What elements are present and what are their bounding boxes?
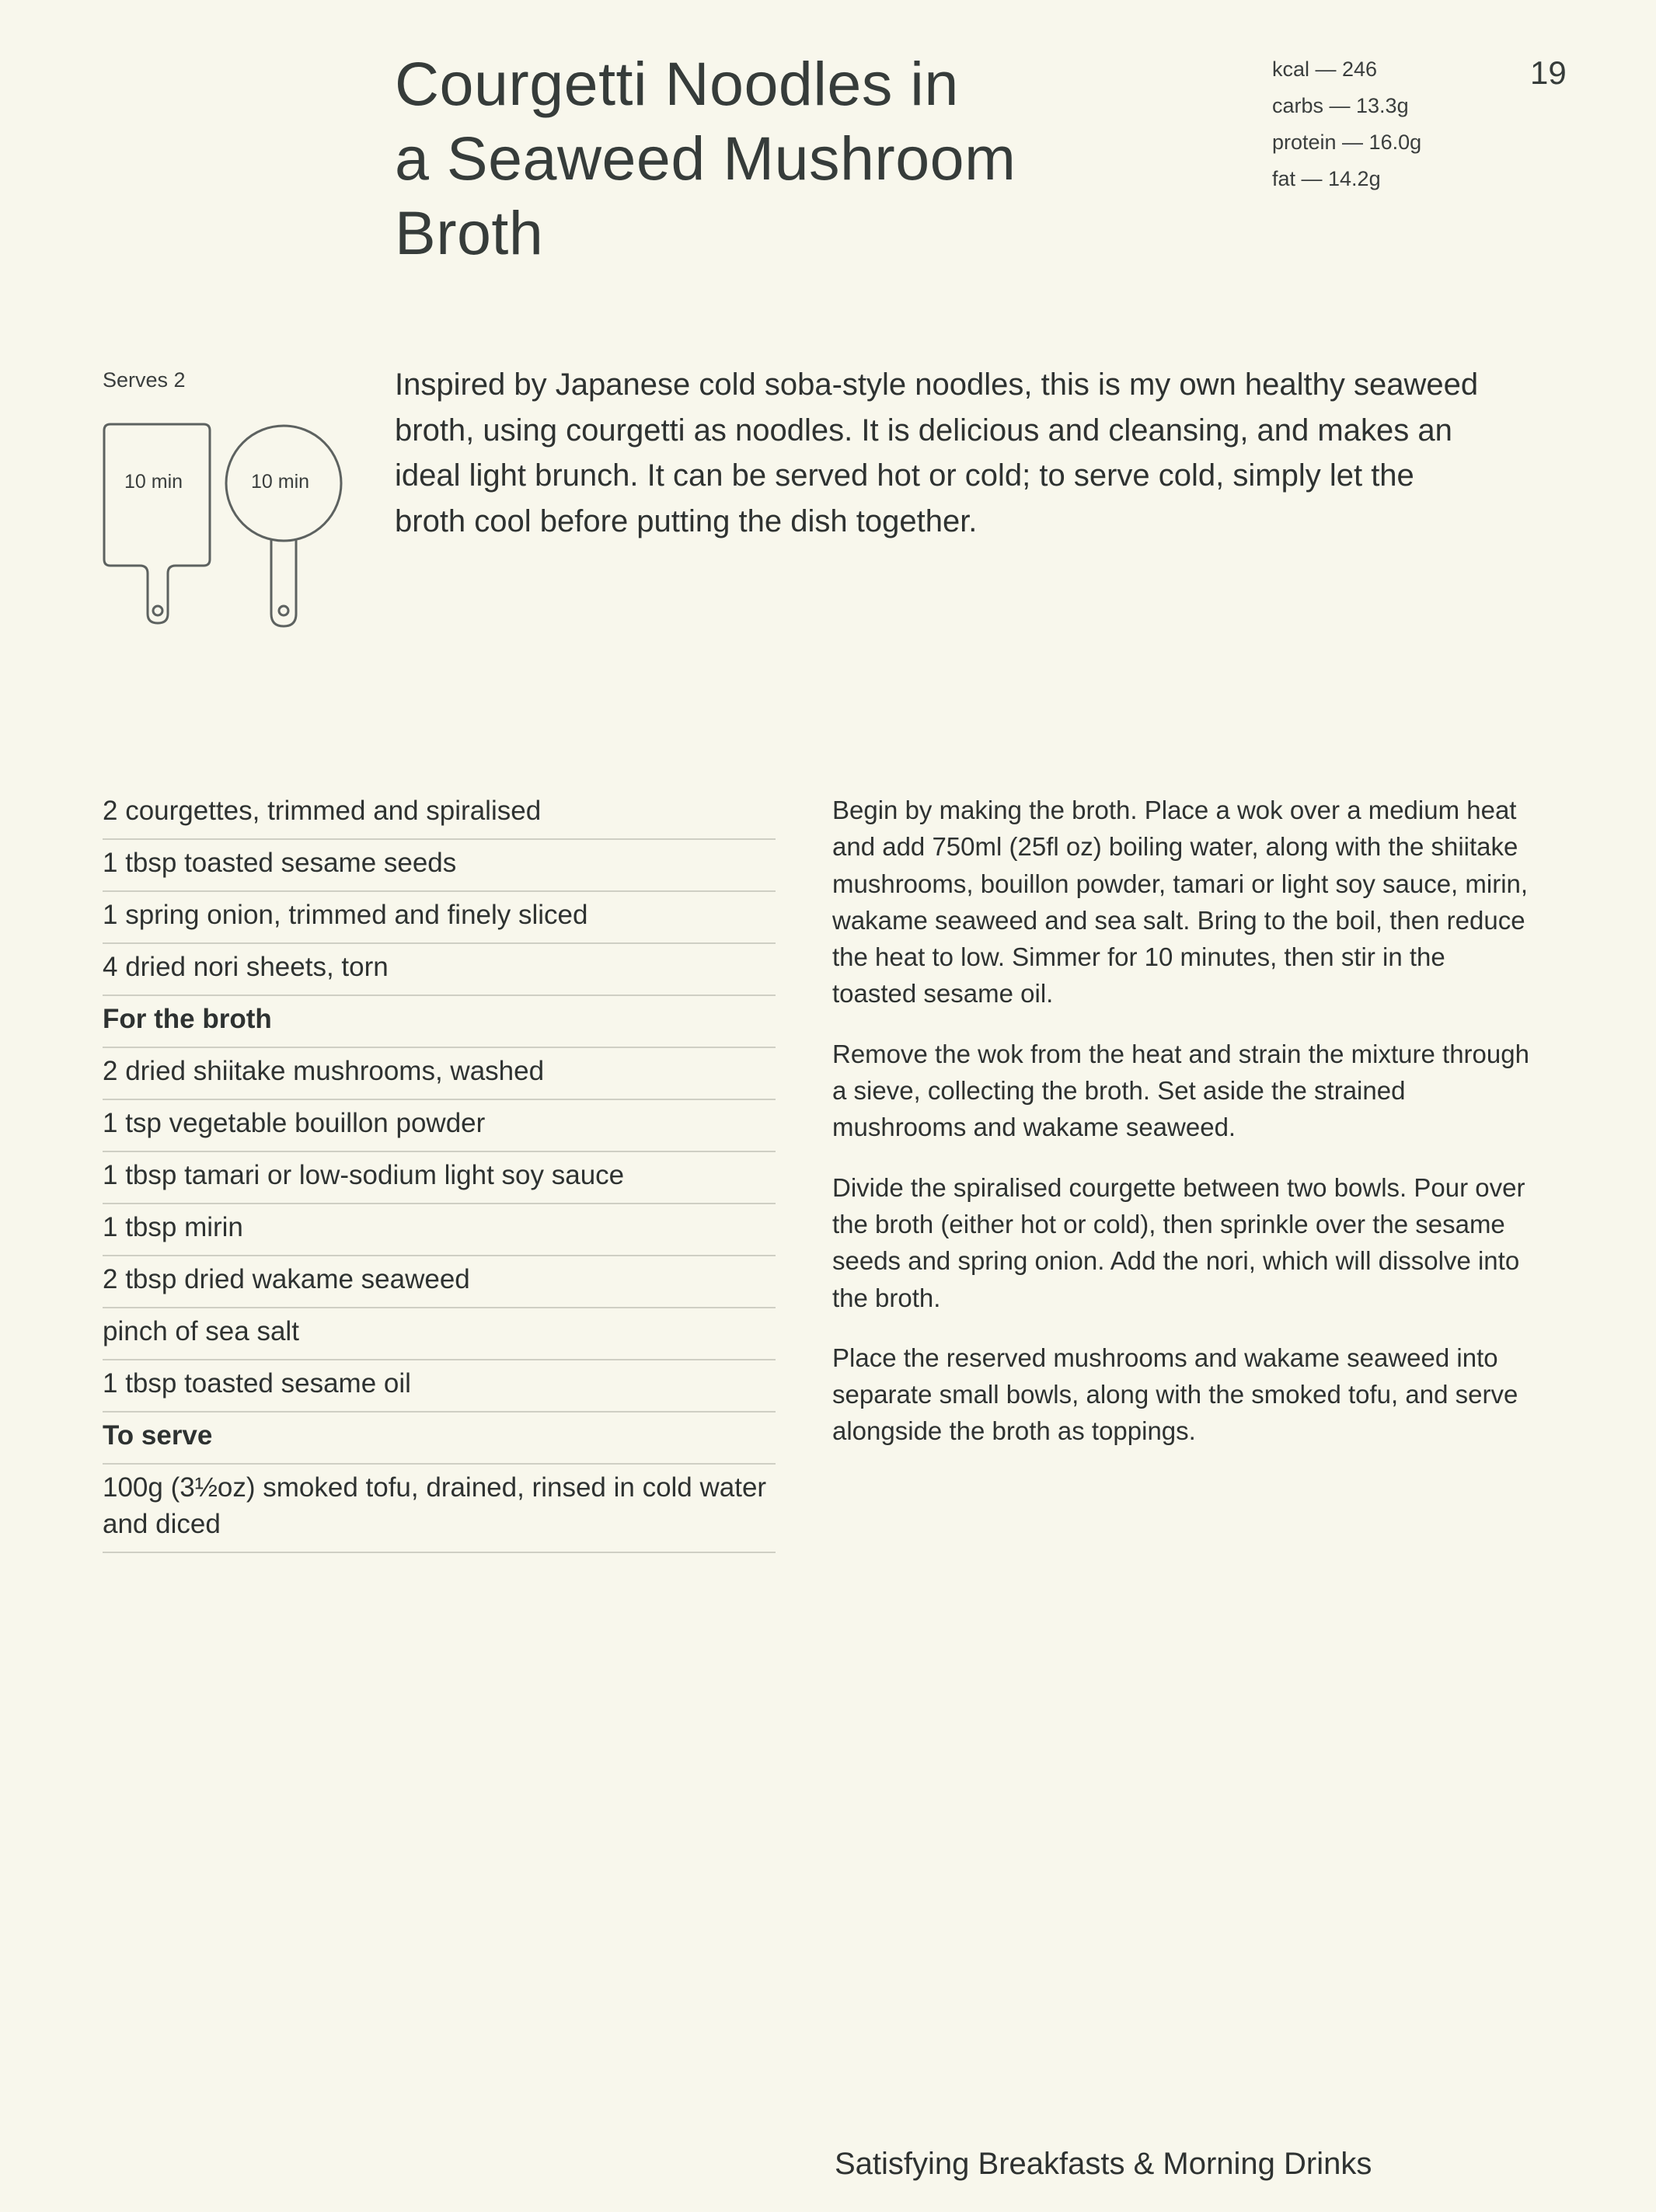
ingredient-item: 1 tbsp toasted sesame oil (103, 1360, 776, 1413)
ingredient-item: 1 spring onion, trimmed and finely sliced (103, 892, 776, 944)
ingredient-item: 2 courgettes, trimmed and spiralised (103, 788, 776, 840)
nutrition-protein: protein — 16.0g (1272, 131, 1422, 154)
ingredient-item: 1 tbsp mirin (103, 1204, 776, 1256)
method-step: Place the reserved mushrooms and wakame seaweed into separate small bowls, along with the smoked tofu, and serve alongside the broth as toppings. (832, 1343, 1518, 1446)
ingredient-item: 2 tbsp dried wakame seaweed (103, 1256, 776, 1308)
recipe-title (395, 47, 1172, 270)
ingredients-list (103, 788, 776, 1553)
recipe-title-line-2: a Seaweed Mushroom Broth (395, 124, 1016, 267)
ingredient-item: 1 tbsp toasted sesame seeds (103, 840, 776, 892)
chapter-footer: Satisfying Breakfasts & Morning Drinks (835, 2147, 1372, 2181)
recipe-title-line-1: Courgetti Noodles in (395, 49, 959, 118)
nutrition-carbs: carbs — 13.3g (1272, 94, 1409, 117)
frying-pan-icon (221, 420, 346, 629)
ingredient-section-heading: To serve (103, 1413, 776, 1465)
ingredient-section-heading: For the broth (103, 996, 776, 1048)
ingredient-item: 2 dried shiitake mushrooms, washed (103, 1048, 776, 1100)
nutrition-info (1272, 51, 1421, 197)
cook-time: 10 min (251, 471, 310, 493)
method-step: Remove the wok from the heat and strain the mixture through a sieve, collecting the broth. Set aside the strained mushrooms and wakame seaweed. (832, 1039, 1529, 1142)
ingredient-item: 1 tsp vegetable bouillon powder (103, 1100, 776, 1152)
nutrition-kcal: kcal — 246 (1272, 57, 1378, 81)
method-step: Divide the spiralised courgette between two bowls. Pour over the broth (either hot or cold), then sprinkle over the sesame seeds and spring onion. Add the nori, which will dissolve into the broth. (832, 1172, 1525, 1312)
recipe-intro: Inspired by Japanese cold soba-style noodles, this is my own healthy seaweed broth, using courgetti as noodles. It is delicious and cleansing, and makes an ideal light brunch. It can be served hot or cold; to serve cold, simply let the broth cool before putting the dish together. (395, 368, 1479, 538)
ingredient-item: 100g (3½oz) smoked tofu, drained, rinsed in cold water and diced (103, 1465, 776, 1553)
chopping-board-icon (99, 420, 216, 629)
ingredient-item: 4 dried nori sheets, torn (103, 944, 776, 996)
method-step: Begin by making the broth. Place a wok over a medium heat and add 750ml (25fl oz) boiling water, along with the shiitake mushrooms, bouillon powder, tamari or light soy sauce, mirin, wakame seaweed and sea salt. Bring to the boil, then reduce the heat to low. Simmer for 10 minutes, then stir in the toasted sesame oil. (832, 796, 1529, 1008)
ingredient-item: pinch of sea salt (103, 1308, 776, 1360)
prep-time: 10 min (124, 471, 183, 493)
serves-label: Serves 2 (103, 368, 186, 392)
nutrition-fat: fat — 14.2g (1272, 167, 1381, 190)
page-number: 19 (1530, 54, 1567, 91)
method-steps (832, 792, 1532, 1473)
ingredient-item: 1 tbsp tamari or low-sodium light soy sauce (103, 1152, 776, 1204)
